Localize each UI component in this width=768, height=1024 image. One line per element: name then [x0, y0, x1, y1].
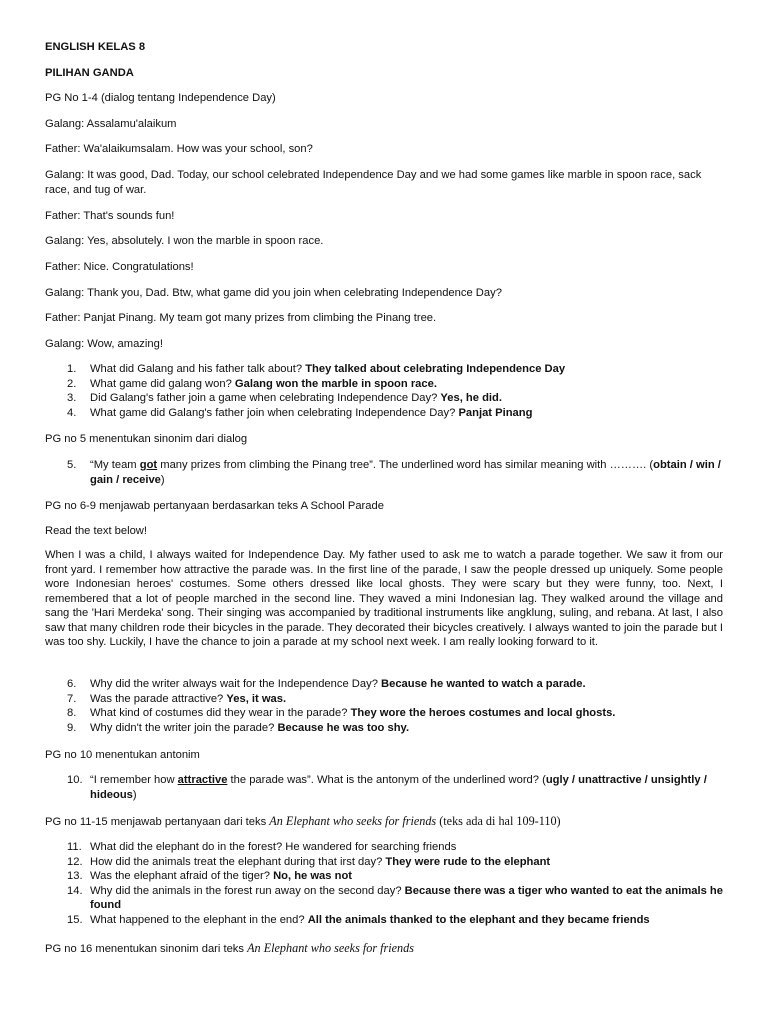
- question-item: [45, 692, 723, 707]
- question-number: 14.: [67, 884, 83, 897]
- question-number: 15.: [67, 913, 83, 926]
- closing-paren: ): [160, 473, 165, 486]
- question-number: 7.: [67, 692, 77, 705]
- dialog-line: Father: That's sounds fun!: [45, 210, 175, 222]
- question-item: [45, 391, 723, 406]
- question-text: “My team: [90, 459, 140, 471]
- answer-text: Because he was too shy.: [277, 721, 410, 734]
- question-item: [45, 855, 723, 870]
- question-text: Was the parade attractive?: [90, 692, 227, 705]
- question-item: [45, 406, 723, 421]
- answer-text: Galang won the marble in spoon race.: [234, 377, 437, 390]
- section-5-title-text: PG no 11-15 menjawab pertanyaan dari teks: [45, 816, 270, 828]
- question-text: “I remember how: [90, 774, 178, 786]
- question-text: How did the animals treat the elephant during that irst day?: [90, 855, 386, 868]
- question-item: [45, 706, 723, 721]
- question-list-5: [45, 458, 723, 487]
- question-text: Did Galang's father join a game when celebrating Independence Day?: [90, 392, 441, 405]
- story-title: An Elephant who seeks for friends: [269, 814, 437, 828]
- section-3-title: PG no 6-9 menjawab pertanyaan berdasarkan teks A School Parade: [45, 500, 384, 512]
- dialog-line: Galang: It was good, Dad. Today, our school celebrated Independence Day and we had some games like marble in spoon race, sack race, and tug of war.: [45, 169, 702, 196]
- dialog-line: Father: Wa'alaikumsalam. How was your school, son?: [45, 143, 313, 155]
- story-title: An Elephant who seeks for friends: [247, 941, 414, 955]
- question-number: 11.: [67, 841, 82, 853]
- section-4-title: PG no 10 menentukan antonim: [45, 749, 200, 761]
- question-item: [45, 377, 723, 392]
- question-text: What game did galang won?: [90, 377, 235, 390]
- answer-text: No, he was not: [273, 870, 353, 883]
- question-text: Why did the animals in the forest run away on the second day?: [90, 884, 405, 897]
- section-1-title: PG No 1-4 (dialog tentang Independence Day): [45, 92, 276, 104]
- question-number: 8.: [67, 707, 77, 720]
- answer-options: obtain / win / gain / receive: [90, 459, 721, 486]
- question-text: What did the elephant do in the forest? He wandered for searching friends: [90, 841, 457, 853]
- page-reference: (teks ada di hal 109-110): [436, 814, 561, 828]
- question-list-10: [45, 773, 723, 802]
- question-text: Why didn't the writer join the parade?: [90, 721, 278, 734]
- section-6-title-text: PG no 16 menentukan sinonim dari teks: [45, 943, 248, 955]
- question-number: 10.: [67, 774, 83, 786]
- question-list-1-4: [45, 362, 723, 420]
- question-item: [45, 362, 723, 377]
- answer-text: Yes, he did.: [440, 392, 502, 405]
- answer-text: They wore the heroes costumes and local ghosts.: [350, 707, 616, 720]
- question-number: 9.: [67, 721, 77, 734]
- question-list-6-9: [45, 677, 723, 735]
- dialog-line: Father: Nice. Congratulations!: [45, 261, 194, 273]
- question-number: 13.: [67, 870, 83, 883]
- question-item: [45, 884, 723, 913]
- question-item: [45, 773, 723, 802]
- question-list-11-15: [45, 840, 723, 928]
- question-item: [45, 869, 723, 884]
- reading-passage: When I was a child, I always waited for Independence Day. My father used to ask me to watch a parade together. We saw it from our front yard. I remember how attractive the parade was. In the first line of the parade, I saw the people dressed up uniquely. Some people wore Indonesian heroes' costumes. Some others dressed like local ghosts. They were scary but they were funny, too. Next, I remembered that a lot of people marched in the second line. They waved a mini Indonesian lag. They walked around the village and sang the 'Hari Merdeka' song. Their singing was accompanied by traditional instruments like angklung, suling, and rebana. At last, I also saw that many children rode their bicycles in the parade. They decorated their bicycles creatively. I always wanted to join the parade but I was too shy. Luckily, I have the chance to join a parade at my school next week. I am really looking forward to it.: [45, 549, 723, 648]
- question-text: Why did the writer always wait for the Independence Day?: [90, 678, 382, 690]
- question-item: [45, 913, 723, 928]
- dialog-line: Father: Panjat Pinang. My team got many prizes from climbing the Pinang tree.: [45, 312, 437, 324]
- question-number: 5.: [67, 459, 77, 471]
- question-item: [45, 458, 723, 487]
- question-item: [45, 677, 723, 692]
- dialog-line: Galang: Wow, amazing!: [45, 338, 163, 350]
- question-number: 3.: [67, 392, 77, 405]
- answer-text: All the animals thanked to the elephant and they became friends: [307, 913, 650, 926]
- question-number: 2.: [67, 377, 77, 390]
- section-5-title: [45, 814, 723, 830]
- dialog-line: Galang: Thank you, Dad. Btw, what game did you join when celebrating Independence Day?: [45, 287, 502, 299]
- question-text: the parade was”. What is the antonym of the underlined word? (: [227, 774, 546, 786]
- answer-options: ugly / unattractive / unsightly / hideous: [90, 774, 707, 801]
- question-text: What kind of costumes did they wear in the parade?: [90, 707, 351, 720]
- question-text: many prizes from climbing the Pinang tree”. The underlined word has similar meaning with ………. (: [157, 459, 654, 471]
- question-text: What game did Galang's father join when celebrating Independence Day?: [90, 406, 459, 419]
- underlined-word: attractive: [177, 774, 228, 786]
- heading-title: ENGLISH KELAS 8: [45, 41, 146, 53]
- dialog-line: Galang: Yes, absolutely. I won the marble in spoon race.: [45, 235, 324, 247]
- question-text: What did Galang and his father talk about?: [90, 363, 306, 375]
- heading-section: PILIHAN GANDA: [45, 67, 134, 79]
- question-number: 4.: [67, 406, 77, 419]
- question-number: 6.: [67, 678, 77, 690]
- section-6-title: [45, 941, 723, 957]
- answer-text: They talked about celebrating Independence Day: [305, 363, 566, 375]
- question-item: [45, 840, 723, 855]
- answer-text: Panjat Pinang: [458, 406, 533, 419]
- answer-text: Yes, it was.: [226, 692, 287, 705]
- question-number: 1.: [67, 363, 77, 375]
- answer-text: Because there was a tiger who wanted to eat the animals he found: [90, 884, 723, 912]
- question-item: [45, 721, 723, 736]
- answer-text: They were rude to the elephant: [385, 855, 551, 868]
- question-number: 12.: [67, 855, 83, 868]
- question-text: Was the elephant afraid of the tiger?: [90, 870, 274, 883]
- closing-paren: ): [132, 788, 137, 801]
- question-text: What happened to the elephant in the end?: [90, 913, 308, 926]
- dialog-line: Galang: Assalamu'alaikum: [45, 118, 177, 130]
- read-instruction: Read the text below!: [45, 525, 147, 537]
- answer-text: Because he wanted to watch a parade.: [381, 678, 586, 690]
- underlined-word: got: [139, 459, 158, 471]
- section-2-title: PG no 5 menentukan sinonim dari dialog: [45, 433, 248, 445]
